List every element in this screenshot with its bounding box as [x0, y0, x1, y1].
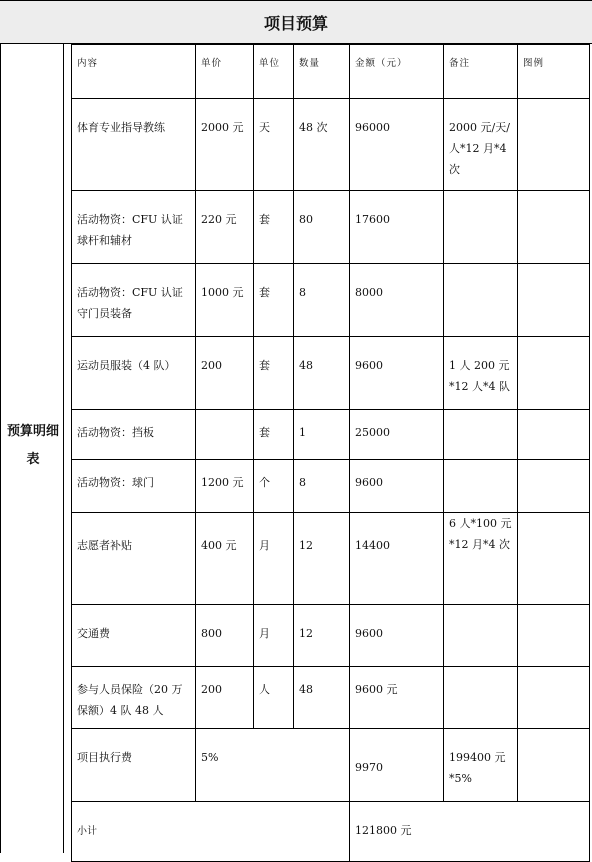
column-header: 内容	[72, 45, 196, 99]
price-cell: 400 元	[196, 513, 254, 605]
price-cell: 1200 元	[196, 460, 254, 513]
content-cell: 活动物资：球门	[72, 460, 196, 513]
legend-cell	[518, 264, 590, 337]
qty-cell: 80	[294, 191, 350, 264]
content-cell: 运动员服装（4 队）	[72, 337, 196, 410]
table-row	[72, 264, 590, 337]
amount-cell: 17600	[350, 191, 444, 264]
left-border-line	[0, 44, 1, 853]
table-row	[72, 460, 590, 513]
unit-cell: 月	[254, 513, 294, 605]
price-cell: 2000 元	[196, 99, 254, 191]
legend-cell	[518, 605, 590, 667]
price-cell: 1000 元	[196, 264, 254, 337]
amount-cell: 14400	[350, 513, 444, 605]
qty-cell: 1	[294, 410, 350, 460]
table-row	[72, 99, 590, 191]
subtotal-amount: 121800 元	[350, 802, 590, 862]
price-cell: 800	[196, 605, 254, 667]
content-cell: 参与人员保险（20 万保额）4 队 48 人	[72, 667, 196, 729]
legend-cell	[518, 337, 590, 410]
amount-cell: 9600 元	[350, 667, 444, 729]
note-cell: 2000 元/天/人*12 月*4 次	[444, 99, 518, 191]
legend-cell	[518, 99, 590, 191]
legend-cell	[518, 729, 590, 802]
content-cell: 活动物资：挡板	[72, 410, 196, 460]
legend-cell	[518, 667, 590, 729]
table-row	[72, 513, 590, 605]
unit-cell: 套	[254, 264, 294, 337]
page-title	[0, 0, 592, 44]
legend-cell	[518, 191, 590, 264]
table-row	[72, 337, 590, 410]
qty-cell: 8	[294, 460, 350, 513]
side-label: 预算明细表	[6, 424, 59, 467]
unit-cell: 人	[254, 667, 294, 729]
qty-cell: 48 次	[294, 99, 350, 191]
table-row	[72, 410, 590, 460]
note-cell: 199400 元*5%	[444, 729, 518, 802]
note-cell	[444, 191, 518, 264]
table-row	[72, 667, 590, 729]
qty-cell: 48	[294, 667, 350, 729]
table-row	[72, 729, 590, 802]
amount-cell: 8000	[350, 264, 444, 337]
price-cell: 200	[196, 337, 254, 410]
amount-cell: 9600	[350, 460, 444, 513]
qty-cell: 48	[294, 337, 350, 410]
content-cell: 项目执行费	[72, 729, 196, 802]
budget-table	[71, 44, 590, 862]
content-cell: 志愿者补贴	[72, 513, 196, 605]
amount-cell: 9600	[350, 337, 444, 410]
column-header: 金额（元）	[350, 45, 444, 99]
column-header: 单价	[196, 45, 254, 99]
price-cell: 220 元	[196, 191, 254, 264]
amount-cell: 9970	[350, 729, 444, 802]
amount-cell: 25000	[350, 410, 444, 460]
amount-cell: 96000	[350, 99, 444, 191]
unit-cell: 套	[254, 191, 294, 264]
unit-cell: 套	[254, 337, 294, 410]
unit-cell: 天	[254, 99, 294, 191]
note-cell: 1 人 200 元*12 人*4 队	[444, 337, 518, 410]
price-cell: 200	[196, 667, 254, 729]
price-cell	[196, 410, 254, 460]
note-cell: 6 人*100 元*12 月*4 次	[444, 513, 518, 605]
subtotal-label-text: 小计	[77, 826, 97, 837]
content-cell: 活动物资：CFU 认证守门员装备	[72, 264, 196, 337]
title-text: 项目预算	[263, 13, 328, 33]
price-cell: 5%	[196, 729, 350, 802]
column-header: 数量	[294, 45, 350, 99]
table-header-row	[72, 45, 590, 99]
content-cell: 交通费	[72, 605, 196, 667]
note-cell	[444, 460, 518, 513]
content-cell: 体育专业指导教练	[72, 99, 196, 191]
unit-cell: 个	[254, 460, 294, 513]
qty-cell: 12	[294, 605, 350, 667]
qty-cell: 12	[294, 513, 350, 605]
note-cell	[444, 605, 518, 667]
column-header: 单位	[254, 45, 294, 99]
table-row	[72, 605, 590, 667]
side-divider-line	[63, 44, 64, 853]
legend-cell	[518, 410, 590, 460]
column-header: 备注	[444, 45, 518, 99]
note-cell	[444, 410, 518, 460]
column-header: 图例	[518, 45, 590, 99]
unit-cell: 套	[254, 410, 294, 460]
unit-cell: 月	[254, 605, 294, 667]
qty-cell: 8	[294, 264, 350, 337]
note-cell	[444, 667, 518, 729]
legend-cell	[518, 513, 590, 605]
note-cell	[444, 264, 518, 337]
table-row	[72, 191, 590, 264]
legend-cell	[518, 460, 590, 513]
content-cell: 活动物资：CFU 认证球杆和辅材	[72, 191, 196, 264]
amount-cell: 9600	[350, 605, 444, 667]
